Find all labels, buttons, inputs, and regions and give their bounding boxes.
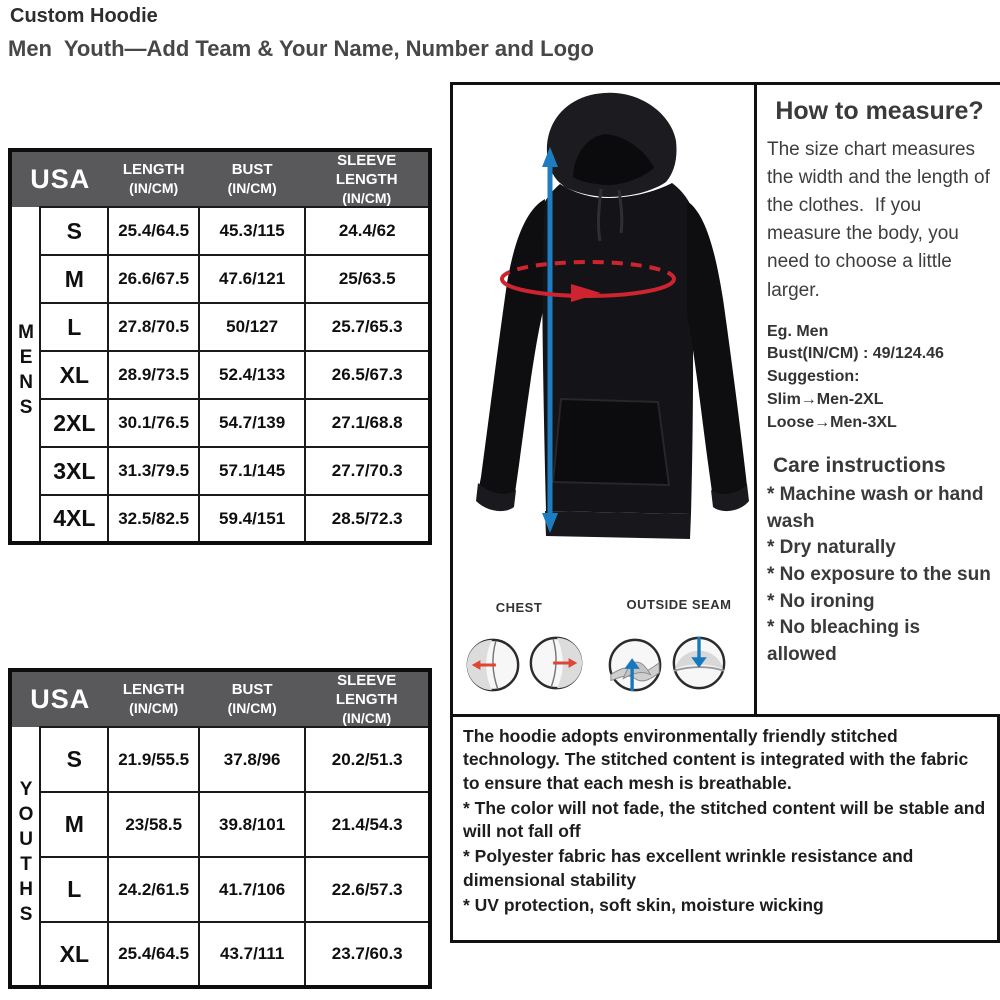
size-cell: 4XL [40, 495, 108, 543]
length-cell: 25.4/64.5 [108, 922, 198, 987]
sizing-example [767, 321, 992, 435]
column-header-sleeve: SLEEVE LENGTH (IN/CM) [305, 670, 430, 727]
youths-group-label: YOUTHS [15, 778, 37, 929]
sleeve-cell: 23.7/60.3 [305, 922, 430, 987]
length-cell: 30.1/76.5 [108, 399, 198, 447]
table-row [10, 857, 430, 922]
length-cell: 32.5/82.5 [108, 495, 198, 543]
page-title: Custom Hoodie [10, 5, 158, 27]
size-cell: L [40, 303, 108, 351]
length-cell: 27.8/70.5 [108, 303, 198, 351]
feature-line: * The color will not fade, the stitched content will be stable and will not fall off [463, 797, 986, 842]
sleeve-cell: 26.5/67.3 [305, 351, 430, 399]
sleeve-cell: 25/63.5 [305, 255, 430, 303]
mens-group-label: MENS [15, 321, 37, 422]
sleeve-cell: 28.5/72.3 [305, 495, 430, 543]
feature-line: * Polyester fabric has excellent wrinkle resistance and dimensional stability [463, 846, 914, 890]
column-header-usa: USA [10, 150, 108, 207]
table-row [10, 399, 430, 447]
bust-cell: 45.3/115 [199, 207, 306, 255]
size-cell: 3XL [40, 447, 108, 495]
right-sleeve [687, 201, 747, 496]
table-header-row [10, 150, 430, 207]
care-item: * No bleaching is allowed [767, 617, 921, 665]
mens-group-label-cell [10, 207, 40, 543]
chest-label: CHEST [495, 600, 543, 615]
table-row [10, 495, 430, 543]
how-to-measure-panel [757, 82, 1000, 714]
example-line: Eg. Men [767, 322, 829, 340]
youths-group-label-cell [10, 727, 40, 987]
length-cell: 25.4/64.5 [108, 207, 198, 255]
youths-size-table [8, 668, 432, 989]
table-row [10, 351, 430, 399]
left-sleeve [479, 199, 545, 497]
size-cell: L [40, 857, 108, 922]
kangaroo-pocket [553, 399, 669, 485]
bust-cell: 39.8/101 [199, 792, 306, 857]
care-item: * Dry naturally [767, 537, 896, 559]
table-row [10, 207, 430, 255]
size-cell: M [40, 792, 108, 857]
bust-cell: 57.1/145 [199, 447, 306, 495]
feature-line: The hoodie adopts environmentally friendly stitched technology. The stitched content is integrated with the fabric to ensure that each mesh is breathable. [463, 726, 969, 793]
example-line: Bust(IN/CM) : 49/124.46 [767, 345, 944, 363]
care-item: * Machine wash or hand wash [767, 484, 984, 532]
length-cell: 31.3/79.5 [108, 447, 198, 495]
bust-cell: 52.4/133 [199, 351, 306, 399]
bust-cell: 54.7/139 [199, 399, 306, 447]
table-row [10, 727, 430, 792]
length-cell: 23/58.5 [108, 792, 198, 857]
size-cell: XL [40, 351, 108, 399]
table-row [10, 303, 430, 351]
page-subtitle: Men Youth—Add Team & Your Name, Number and Logo [8, 36, 594, 61]
column-header-length: LENGTH (IN/CM) [108, 150, 198, 207]
column-header-bust: BUST (IN/CM) [199, 150, 306, 207]
table-row [10, 922, 430, 987]
outside-seam-label: OUTSIDE SEAM [626, 597, 732, 612]
bust-cell: 41.7/106 [199, 857, 306, 922]
length-cell: 26.6/67.5 [108, 255, 198, 303]
size-cell: S [40, 207, 108, 255]
sleeve-cell: 27.7/70.3 [305, 447, 430, 495]
column-header-sleeve: SLEEVE LENGTH (IN/CM) [305, 150, 430, 207]
size-cell: 2XL [40, 399, 108, 447]
hoodie-illustration [453, 87, 760, 592]
size-cell: M [40, 255, 108, 303]
length-cell: 28.9/73.5 [108, 351, 198, 399]
product-features-panel [450, 714, 1000, 943]
care-item: * No exposure to the sun [767, 564, 991, 586]
example-line: Loose→Men-3XL [767, 413, 897, 431]
bust-cell: 37.8/96 [199, 727, 306, 792]
column-header-length: LENGTH (IN/CM) [108, 670, 198, 727]
sleeve-cell: 27.1/68.8 [305, 399, 430, 447]
measurement-diagram-panel [450, 82, 757, 714]
table-header-row [10, 670, 430, 727]
sleeve-cell: 22.6/57.3 [305, 857, 430, 922]
bust-cell: 50/127 [199, 303, 306, 351]
outside-seam-up-icon [606, 636, 664, 694]
sleeve-cell: 20.2/51.3 [305, 727, 430, 792]
column-header-bust: BUST (IN/CM) [199, 670, 306, 727]
feature-line: * UV protection, soft skin, moisture wicking [463, 894, 824, 915]
care-instructions-title: Care instructions [773, 454, 946, 478]
hem-band [545, 511, 691, 539]
size-cell: XL [40, 922, 108, 987]
how-to-measure-title: How to measure? [775, 97, 984, 125]
sleeve-cell: 25.7/65.3 [305, 303, 430, 351]
bust-cell: 43.7/111 [199, 922, 306, 987]
mens-size-table [8, 148, 432, 545]
how-to-measure-text: The size chart measures the width and the length of the clothes. If you measure the body, you need to choose a little larger. [767, 139, 996, 301]
length-cell: 21.9/55.5 [108, 727, 198, 792]
care-instructions-list [767, 482, 992, 668]
outside-seam-down-icon [670, 634, 728, 692]
table-row [10, 255, 430, 303]
chest-measure-left-icon [464, 636, 522, 694]
table-row [10, 792, 430, 857]
care-item: * No ironing [767, 590, 875, 612]
chest-measure-right-icon [527, 634, 585, 692]
sleeve-cell: 24.4/62 [305, 207, 430, 255]
example-line: Slim→Men-2XL [767, 390, 884, 408]
table-row [10, 447, 430, 495]
bust-cell: 59.4/151 [199, 495, 306, 543]
example-line: Suggestion: [767, 368, 860, 386]
length-cell: 24.2/61.5 [108, 857, 198, 922]
sleeve-cell: 21.4/54.3 [305, 792, 430, 857]
size-cell: S [40, 727, 108, 792]
bust-cell: 47.6/121 [199, 255, 306, 303]
column-header-usa: USA [10, 670, 108, 727]
